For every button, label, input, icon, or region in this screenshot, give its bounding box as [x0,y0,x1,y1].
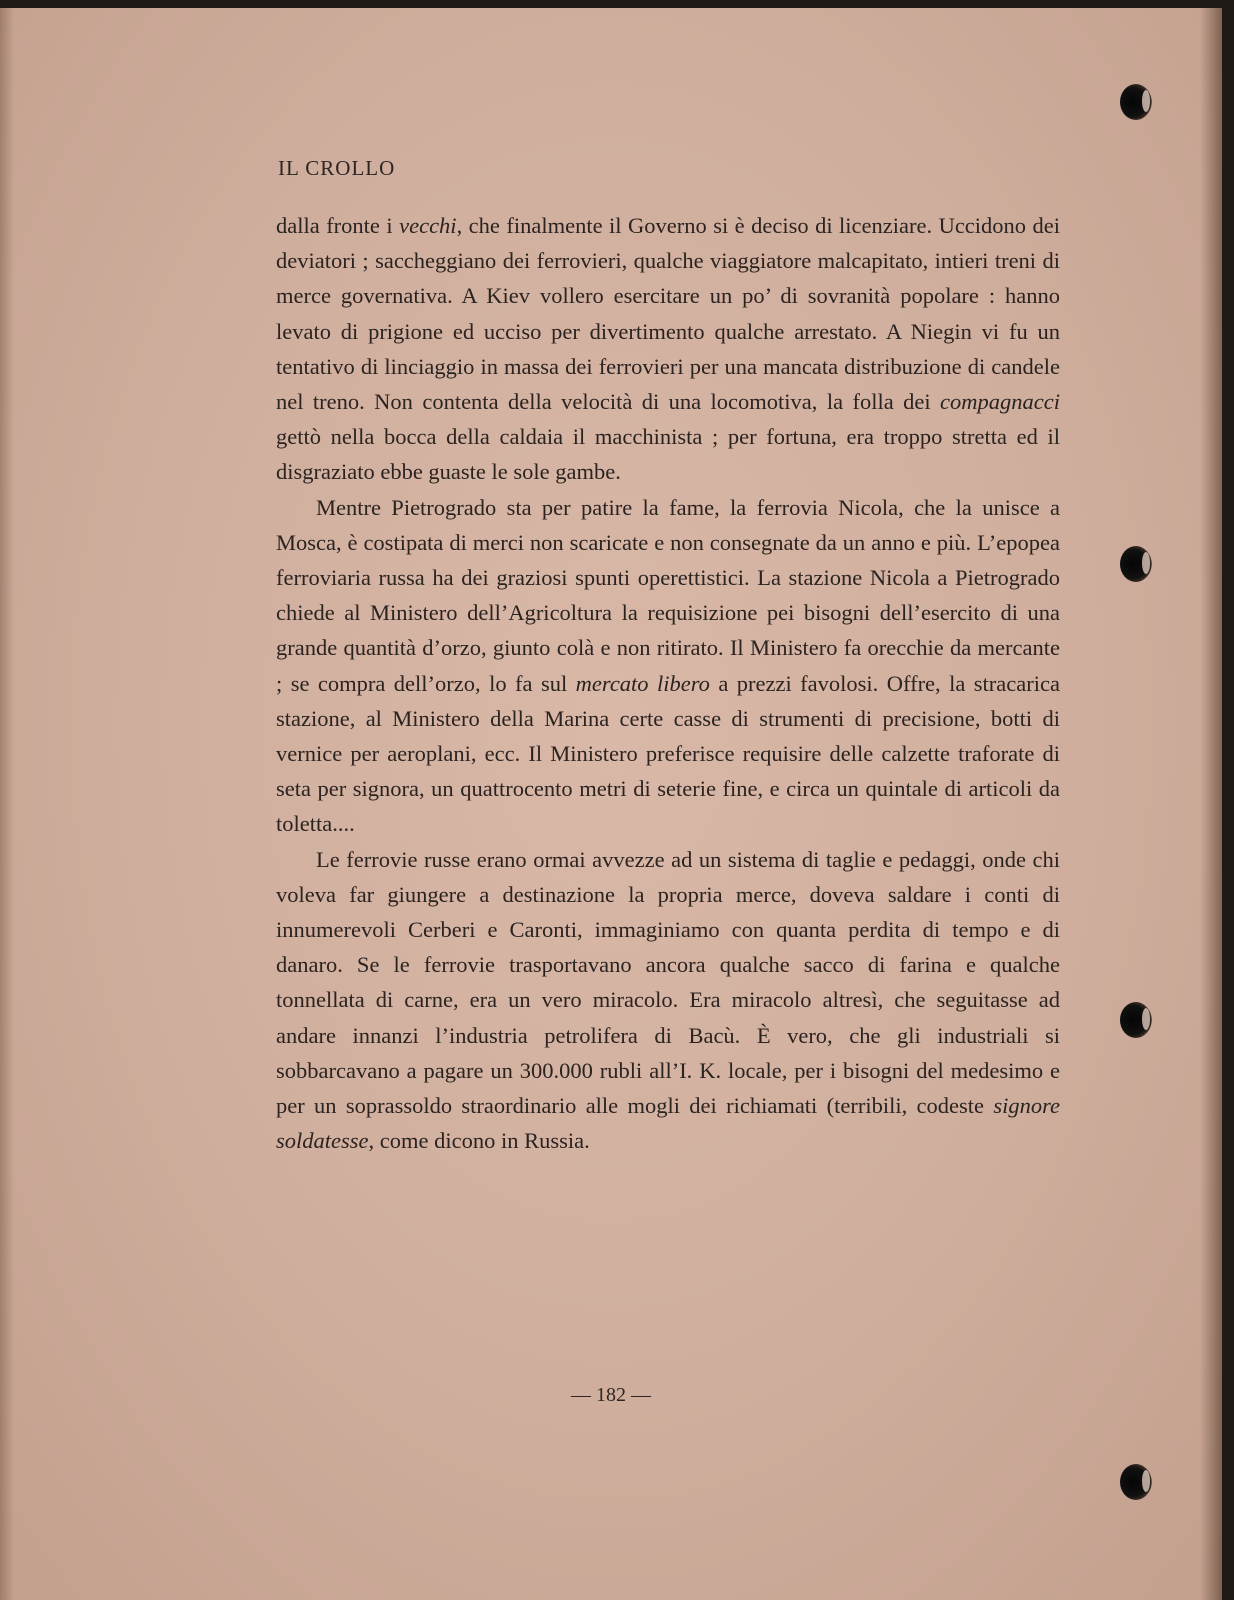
body-text [276,208,1060,1158]
italic-run: compagnacci [940,389,1060,415]
text-run: Le ferrovie russe erano ormai avvezze ad un sistema di taglie e pedaggi, onde chi voleva far giungere a destinazione la propria merce, doveva saldare i conti di innumerevoli Cerberi e Caronti, immaginiamo con quanta perdita di tempo e di danaro. Se le ferrovie trasportavano ancora qualche sacco di farina e qualche tonnellata di carne, era un vero miracolo. Era miracolo altresì, che seguitasse ad andare innanzi l’industria petrolifera di Bacù. È vero, che gli industriali si sobbarcavano a pagare un 300.000 rubli all’I. K. locale, per i bisogni del medesimo e per un soprassoldo straordinario alle mogli dei richiamati (terribili, codeste [276,846,1060,1119]
text-run: Mentre Pietrogrado sta per patire la fame, la ferrovia Nicola, che la unisce a Mosca, è costipata di merci non scaricate e non consegnate da un anno e più. L’epopea ferroviaria russa ha dei graziosi spunti operettistici. La stazione Nicola a Pietrogrado chiede al Ministero dell’Agricoltura la requisizione pei bisogni dell’esercito di una grande quantità d’orzo, giunto colà e non ritirato. Il Ministero fa orecchie da mercante ; se compra dell’orzo, lo fa sul [276,494,1060,696]
book-page [0,8,1222,1600]
binder-hole [1120,1464,1152,1500]
text-run: , come dicono in Russia. [368,1128,590,1154]
italic-run: signore soldatesse [276,1093,1060,1154]
italic-run: vecchi [399,213,457,238]
binder-hole [1120,1002,1152,1038]
paragraph [276,842,1060,1159]
page-number: — 182 — [571,1384,651,1406]
binder-hole [1120,84,1152,120]
text-run: a prezzi favolosi. Offre, la stracarica stazione, al Ministero della Marina certe casse di strumenti di precisione, botti di vernice per aeroplani, ecc. Il Ministero preferisce requisire delle calzette traforate di seta per signora, un quattrocento metri di seterie fine, e circa un quintale di articoli da toletta.... [276,670,1060,837]
italic-run: mercato libero [575,670,710,696]
page-edge-shadow-right [1200,8,1222,1600]
text-run: dalla fronte i [276,213,400,238]
binder-hole [1120,546,1152,582]
text-run: gettò nella bocca della caldaia il macchinista ; per fortuna, era troppo stretta ed il disgraziato ebbe guaste le sole gambe. [276,424,1060,485]
running-head: IL CROLLO [278,156,396,180]
paragraph [276,490,1060,842]
page-edge-shadow-left [0,8,14,1600]
paragraph [276,208,1060,490]
text-run: , che finalmente il Governo si è deciso di licenziare. Uccidono dei deviatori ; saccheggiano dei ferrovieri, qualche viaggiatore malcapitato, intieri treni di merce governativa. A Kiev vollero esercitare un po’ di sovranità popolare : hanno levato di prigione ed ucciso per divertimento qualche arrestato. A Niegin vi fu un tentativo di linciaggio in massa dei ferrovieri per una mancata distribuzione di candele nel treno. Non contenta della velocità di una locomotiva, la folla dei [276,213,1060,415]
